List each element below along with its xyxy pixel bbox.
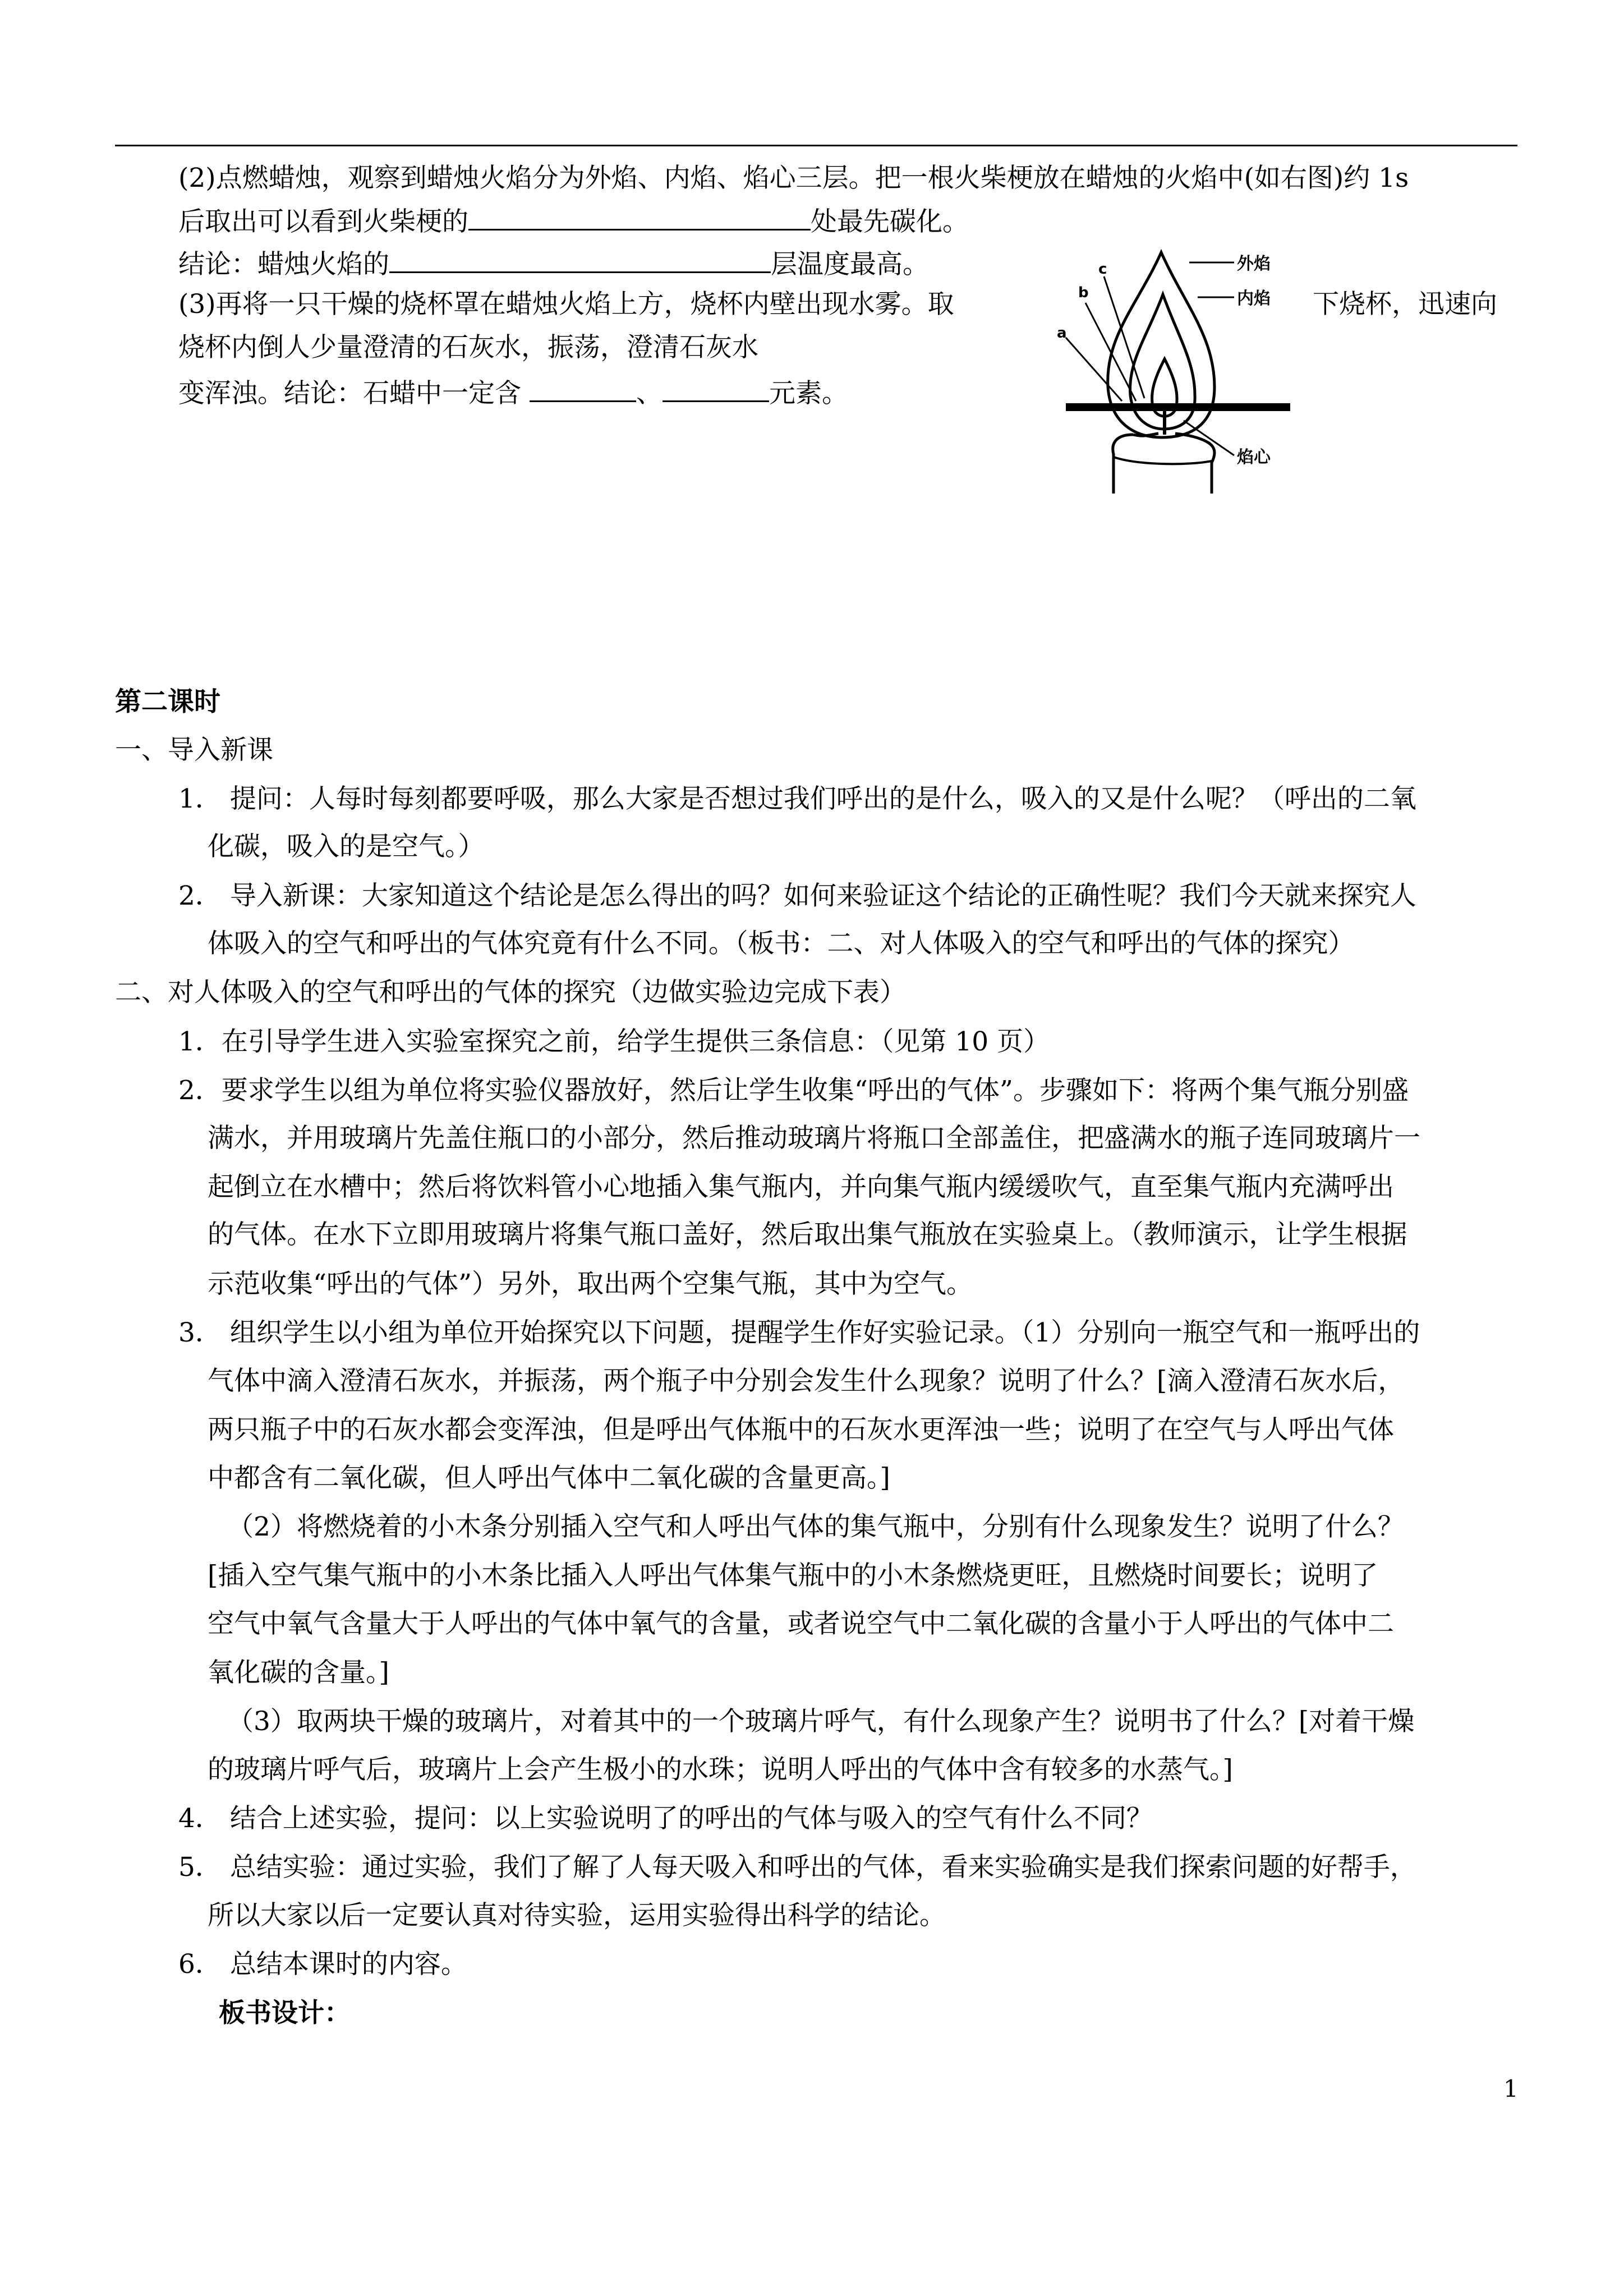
step-5-line-2: 所以大家以后一定要认真对待实验，运用实验得出科学的结论。: [208, 1900, 946, 1931]
conclusion-flame: [178, 246, 929, 282]
text-segment: 层温度最高。: [771, 249, 929, 280]
label-c: c: [1098, 261, 1107, 278]
para-candle-2-cont: [178, 203, 969, 239]
match-stick: [1066, 403, 1290, 411]
text-segment: 、: [636, 378, 663, 409]
step-5-line-1: 5． 总结实验：通过实验，我们了解了人每天吸入和呼出的气体，看来实验确实是我们探索问题的好帮手，: [178, 1852, 1416, 1883]
para-candle-3-right: 下烧杯，迅速向: [1313, 289, 1497, 320]
text-segment: 后取出可以看到火柴梗的: [178, 206, 468, 237]
label-outer-flame: 外焰: [1237, 254, 1271, 274]
candle-flame-figure: [1055, 241, 1313, 494]
step-3-line-1: 3． 组织学生以小组为单位开始探究以下问题，提醒学生作好实验记录。（1）分别向一瓶空气和一瓶呼出的: [178, 1317, 1420, 1348]
step-2-line-5: 示范收集“呼出的气体”）另外，取出两个空集气瓶，其中为空气。: [208, 1269, 973, 1299]
step-2-line-2: 满水，并用玻璃片先盖住瓶口的小部分，然后推动玻璃片将瓶口全部盖住，把盛满水的瓶子连同玻璃片一: [208, 1123, 1420, 1154]
step-2-line-4: 的气体。在水下立即用玻璃片将集气瓶口盖好，然后取出集气瓶放在实验桌上。（教师演示，让学生根据: [208, 1219, 1407, 1250]
item-1-line-2: 化碳，吸入的是空气。）: [208, 831, 485, 862]
step-2-line-1: 2．要求学生以组为单位将实验仪器放好，然后让学生收集“呼出的气体”。步骤如下：将两个集气瓶分别盛: [178, 1075, 1409, 1106]
step-3-line-5: （2）将燃烧着的小木条分别插入空气和人呼出气体的集气瓶中，分别有什么现象发生？说明了什么？: [227, 1511, 1404, 1542]
step-3-line-3: 两只瓶子中的石灰水都会变浑浊，但是呼出气体瓶中的石灰水更浑浊一些；说明了在空气与人呼出气体: [208, 1414, 1394, 1445]
step-3-line-9: （3）取两块干燥的玻璃片，对着其中的一个玻璃片呼气，有什么现象产生？说明书了什么？[对着干燥: [227, 1706, 1415, 1737]
board-design: 板书设计：: [219, 1998, 351, 2028]
lesson-title: 第二课时: [115, 686, 220, 717]
para-candle-3-cont: 烧杯内倒人少量澄清的石灰水，振荡，澄清石灰水: [178, 332, 758, 363]
step-2-line-3: 起倒立在水槽中；然后将饮料管小心地插入集气瓶内，并向集气瓶内缓缓吹气，直至集气瓶内充满呼出: [208, 1172, 1394, 1202]
label-flame-core: 焰心: [1237, 448, 1271, 467]
step-4: 4． 结合上述实验，提问：以上实验说明了的呼出的气体与吸入的空气有什么不同？: [178, 1803, 1153, 1834]
header-rule: [115, 145, 1517, 146]
blank-carbonize-location[interactable]: [468, 203, 811, 230]
label-b: b: [1078, 284, 1089, 301]
step-3-line-8: 氧化碳的含量。]: [208, 1657, 389, 1688]
text-segment: 处最先碳化。: [811, 206, 969, 237]
para-candle-2: (2)点燃蜡烛，观察到蜡烛火焰分为外焰、内焰、焰心三层。把一根火柴梗放在蜡烛的火焰中(如右图)约 1s: [178, 163, 1409, 193]
para-candle-3: (3)再将一只干燥的烧杯罩在蜡烛火焰上方，烧杯内壁出现水雾。取: [178, 289, 954, 320]
item-1-line-1: 1． 提问：人每时每刻都要呼吸，那么大家是否想过我们呼出的是什么，吸入的又是什么呢？（呼出的二氧: [178, 783, 1416, 814]
item-2-line-1: 2． 导入新课：大家知道这个结论是怎么得出的吗？如何来验证这个结论的正确性呢？我们今天就来探究人: [178, 880, 1416, 911]
text-segment: 元素。: [769, 378, 848, 409]
step-3-line-4: 中都含有二氧化碳，但人呼出气体中二氧化碳的含量更高。]: [208, 1463, 890, 1493]
step-3-line-2: 气体中滴入澄清石灰水，并振荡，两个瓶子中分别会发生什么现象？说明了什么？[滴入澄清石灰水后，: [208, 1366, 1405, 1396]
item-2-line-2: 体吸入的空气和呼出的气体究竟有什么不同。（板书：二、对人体吸入的空气和呼出的气体的探究）: [208, 928, 1355, 959]
step-6: 6． 总结本课时的内容。: [178, 1949, 467, 1980]
step-3-line-7: 空气中氧气含量大于人呼出的气体中氧气的含量，或者说空气中二氧化碳的含量小于人呼出的气体中二: [208, 1608, 1394, 1639]
page-number: 1: [1503, 2075, 1519, 2103]
step-1: 1．在引导学生进入实验室探究之前，给学生提供三条信息：（见第 10 页）: [178, 1026, 1050, 1057]
text-segment: 结论：蜡烛火焰的: [178, 249, 389, 280]
label-inner-flame: 内焰: [1237, 289, 1271, 308]
step-3-line-6: [插入空气集气瓶中的小木条比插入人呼出气体集气瓶中的小木条燃烧更旺，且燃烧时间要长；说明了: [208, 1560, 1378, 1591]
heading-explore: 二、对人体吸入的空气和呼出的气体的探究（边做实验边完成下表）: [115, 977, 906, 1008]
blank-element-2[interactable]: [663, 375, 769, 402]
blank-hottest-layer[interactable]: [389, 246, 771, 273]
conclusion-elements: [178, 375, 848, 411]
label-a: a: [1057, 325, 1067, 342]
step-3-line-10: 的玻璃片呼气后，玻璃片上会产生极小的水珠；说明人呼出的气体中含有较多的水蒸气。]: [208, 1754, 1233, 1785]
heading-intro: 一、导入新课: [115, 735, 273, 766]
blank-element-1[interactable]: [530, 375, 636, 402]
text-segment: 变浑浊。结论：石蜡中一定含: [178, 378, 521, 409]
